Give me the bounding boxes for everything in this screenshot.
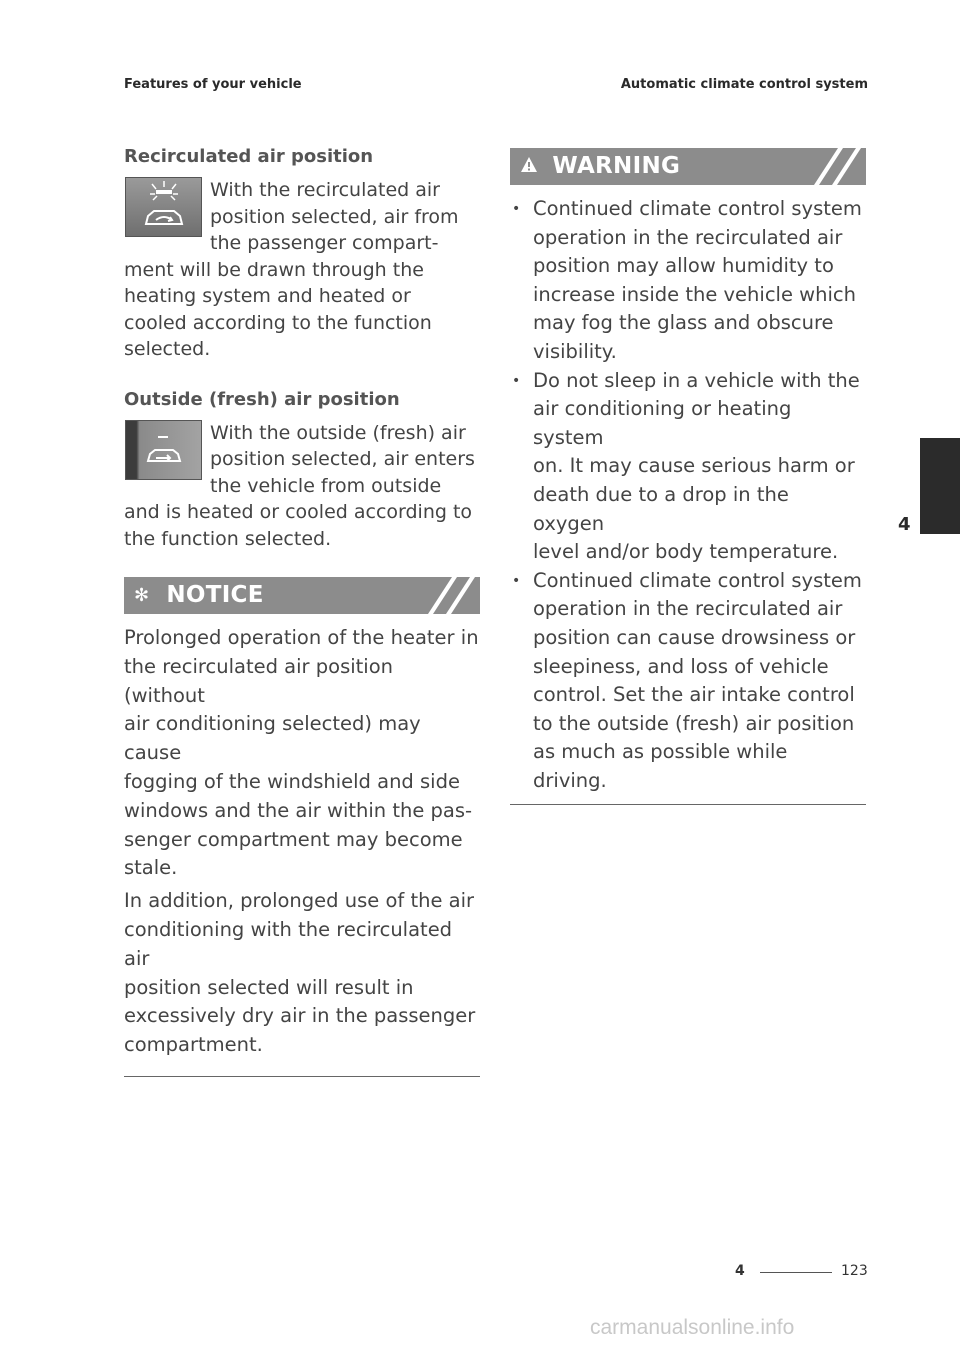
recirculated-heading: Recirculated air position [124, 146, 374, 167]
chapter-tab-number: 4 [898, 514, 911, 535]
warning-item [510, 567, 866, 796]
recirculated-line: ment will be drawn through the [124, 258, 424, 281]
warning-line: position may allow humidity to [533, 254, 834, 278]
recirculated-line: heating system and heated or [124, 285, 411, 307]
notice-line: position selected will result in [124, 975, 414, 999]
recirculated-section [124, 177, 480, 363]
warning-item [510, 195, 866, 367]
recirculated-line: selected. [124, 338, 211, 360]
notice-line: stale. [124, 856, 178, 880]
warning-line: air conditioning or heating system [533, 397, 792, 449]
warning-end-rule [510, 804, 866, 805]
notice-line: In addition, prolonged use of the air [124, 889, 475, 913]
warning-line: position can cause drowsiness or [533, 625, 856, 649]
chapter-tab [920, 438, 960, 534]
recirculate-air-icon [125, 177, 202, 237]
outside-line: position selected, air enters [210, 448, 475, 470]
footer-section-number: 4 [735, 1263, 745, 1279]
warning-line: death due to a drop in the oxygen [533, 482, 789, 535]
recirculated-line: With the recirculated air [210, 179, 440, 201]
notice-paragraph-2 [124, 887, 480, 1060]
left-column [124, 146, 480, 1077]
warning-line: to the outside (fresh) air position [533, 711, 855, 735]
warning-banner [510, 148, 866, 185]
outside-line: the function selected. [124, 527, 332, 550]
warning-triangle-icon [520, 148, 544, 185]
warning-line: control. Set the air intake control [533, 683, 855, 707]
warning-line: increase inside the vehicle which [533, 282, 856, 306]
notice-line: senger compartment may become [124, 827, 463, 851]
outside-heading: Outside (fresh) air position [124, 388, 400, 410]
banner-stripes-decoration [814, 148, 866, 185]
warning-label: WARNING [552, 153, 681, 179]
warning-line: sleepiness, and loss of vehicle [533, 654, 829, 678]
notice-line: compartment. [124, 1033, 263, 1057]
warning-line: • Continued climate control system [533, 568, 862, 592]
warning-line: • Do not sleep in a vehicle with the [533, 368, 860, 392]
notice-line: conditioning with the recirculated air [124, 917, 453, 970]
notice-label: NOTICE [166, 582, 264, 608]
notice-line: fogging of the windshield and side [124, 769, 460, 793]
warning-line: as much as possible while driving. [533, 740, 788, 792]
recirculated-line: cooled according to the function [124, 311, 432, 334]
warning-line: on. It may cause serious harm or [533, 454, 855, 478]
asterisk-icon: ✻ [134, 585, 150, 606]
notice-line: windows and the air within the pas‐ [124, 798, 473, 822]
notice-line: the recirculated air position (without [124, 654, 394, 707]
notice-line: air conditioning selected) may cause [124, 712, 421, 765]
warning-line: operation in the recirculated air [533, 597, 843, 621]
outside-section [124, 420, 480, 553]
warning-list [510, 195, 866, 795]
warning-item [510, 367, 866, 567]
warning-line: visibility. [533, 339, 617, 363]
warning-line: operation in the recirculated air [533, 225, 843, 249]
right-column [510, 148, 866, 805]
running-header-left: Features of your vehicle [124, 77, 302, 92]
footer-page-number: 123 [841, 1263, 868, 1279]
watermark-text: carmanualsonline.info [590, 1316, 795, 1339]
recirculated-line: the passenger compart‐ [210, 232, 439, 254]
notice-end-rule [124, 1076, 480, 1077]
banner-stripes-decoration [428, 577, 480, 614]
notice-line: excessively dry air in the passenger [124, 1004, 476, 1028]
notice-line: Prolonged operation of the heater in [124, 626, 479, 649]
warning-line: • Continued climate control system [533, 197, 862, 220]
notice-paragraph-1 [124, 624, 480, 883]
notice-banner [124, 577, 480, 614]
recirculated-line: position selected, air from [210, 205, 459, 228]
warning-line: may fog the glass and obscure [533, 311, 834, 335]
fresh-air-icon [125, 420, 202, 480]
outside-line: With the outside (fresh) air [210, 421, 466, 444]
running-header-right: Automatic climate control system [620, 77, 868, 92]
footer-divider [760, 1272, 832, 1273]
warning-line: level and/or body temperature. [533, 540, 839, 564]
outside-line: and is heated or cooled according to [124, 501, 473, 523]
outside-line: the vehicle from outside [210, 474, 442, 497]
